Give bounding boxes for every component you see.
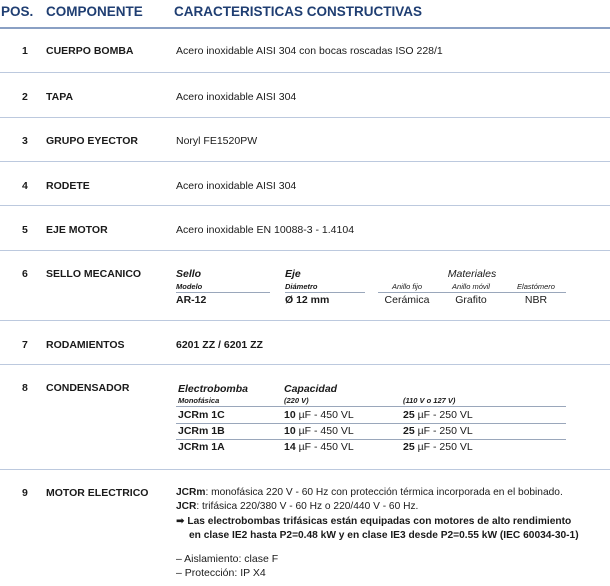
cap-110-2 <box>403 425 473 437</box>
motor-jcr-line <box>176 501 418 512</box>
cap-model-2: JCRm 1B <box>178 425 225 437</box>
row-9-pos: 9 <box>22 487 28 499</box>
row-3-value: Noryl FE1520PW <box>176 135 258 147</box>
row-divider <box>0 364 610 365</box>
seal-anillo-fijo-label: Anillo fijo <box>391 282 423 291</box>
cap-220-1-num: 10 <box>284 409 296 421</box>
cap-110-1-unit: µF - 250 VL <box>417 409 473 421</box>
motor-note-line2: en clase IE2 hasta P2=0.48 kW y en clase IE3 desde P2=0.55 kW (IEC 60034-30-1) <box>189 530 579 541</box>
cap-220-2 <box>284 425 354 437</box>
header-divider <box>0 27 610 29</box>
cap-monofasica-label: Monofásica <box>178 396 220 405</box>
cap-row-divider <box>176 423 566 424</box>
cap-110-2-unit: µF - 250 VL <box>417 425 473 437</box>
row-divider <box>0 250 610 251</box>
header-characteristics: CARACTERISTICAS CONSTRUCTIVAS <box>174 4 423 19</box>
row-divider <box>0 320 610 321</box>
cap-110-3-num: 25 <box>403 441 415 453</box>
cap-220-3 <box>284 441 354 453</box>
cap-220-3-num: 14 <box>284 441 296 453</box>
motor-note-text1: Las electrobombas trifásicas están equipadas con motores de alto rendimiento <box>187 516 572 527</box>
row-8-component: CONDENSADOR <box>46 382 130 394</box>
seal-modelo-label: Modelo <box>176 282 203 291</box>
header-component: COMPONENTE <box>46 4 143 19</box>
cap-110v-label: (110 V o 127 V) <box>403 396 456 405</box>
seal-diametro-underline <box>285 292 365 293</box>
row-1-pos: 1 <box>22 45 28 57</box>
row-1-value: Acero inoxidable AISI 304 con bocas roscadas ISO 228/1 <box>176 45 443 57</box>
cap-220-2-num: 10 <box>284 425 296 437</box>
row-8-pos: 8 <box>22 382 28 394</box>
row-4-component: RODETE <box>46 180 90 192</box>
row-divider <box>0 469 610 470</box>
seal-anillo-movil-label: Anillo móvil <box>452 282 490 291</box>
motor-jcrm-line <box>176 487 563 498</box>
seal-diametro-label: Diámetro <box>285 282 318 291</box>
cap-220-1 <box>284 409 354 421</box>
motor-note-line1 <box>176 516 571 527</box>
cap-electrobomba-label: Electrobomba <box>178 383 249 395</box>
cap-110-2-num: 25 <box>403 425 415 437</box>
seal-modelo-value: AR-12 <box>176 294 207 306</box>
cap-220v-label: (220 V) <box>284 396 309 405</box>
seal-materiales-underline <box>378 292 566 293</box>
row-2-component: TAPA <box>46 91 74 103</box>
seal-materiales-label: Materiales <box>447 268 497 280</box>
row-divider <box>0 72 610 73</box>
motor-jcrm-text: : monofásica 220 V - 60 Hz con protección térmica incorporada en el bobinado. <box>205 487 563 498</box>
cap-220-1-unit: µF - 450 VL <box>298 409 354 421</box>
seal-modelo-underline <box>176 292 270 293</box>
row-5-pos: 5 <box>22 224 28 236</box>
cap-model-1: JCRm 1C <box>178 409 225 421</box>
row-5-component: EJE MOTOR <box>46 224 108 236</box>
row-2-value: Acero inoxidable AISI 304 <box>176 91 297 103</box>
motor-jcr-text: : trifásica 220/380 V - 60 Hz o 220/440 V - 60 Hz. <box>196 501 419 512</box>
cap-110-3 <box>403 441 473 453</box>
row-7-pos: 7 <box>22 339 28 351</box>
cap-model-3: JCRm 1A <box>178 441 225 453</box>
seal-anillo-fijo-value: Cerámica <box>384 294 430 306</box>
row-5-value: Acero inoxidable EN 10088-3 - 1.4104 <box>176 224 355 236</box>
cap-220-2-unit: µF - 450 VL <box>298 425 354 437</box>
cap-row-divider <box>176 439 566 440</box>
row-9-component: MOTOR ELECTRICO <box>46 487 149 499</box>
row-3-component: GRUPO EYECTOR <box>46 135 138 147</box>
motor-protection: – Protección: IP X4 <box>176 567 266 579</box>
row-6-component: SELLO MECANICO <box>46 268 142 280</box>
row-7-component: RODAMIENTOS <box>46 339 125 351</box>
cap-header-underline <box>176 406 566 407</box>
row-divider <box>0 205 610 206</box>
cap-220-3-unit: µF - 450 VL <box>298 441 354 453</box>
motor-jcr-code: JCR <box>176 501 197 512</box>
row-4-value: Acero inoxidable AISI 304 <box>176 180 297 192</box>
seal-sello-label: Sello <box>176 268 202 280</box>
motor-jcrm-code: JCRm <box>176 487 206 498</box>
row-7-value: 6201 ZZ / 6201 ZZ <box>176 339 263 351</box>
motor-insulation: – Aislamiento: clase F <box>176 553 279 565</box>
arrow-right-icon: ➡ <box>176 516 185 527</box>
header-pos: POS. <box>1 4 34 19</box>
cap-capacidad-label: Capacidad <box>284 383 338 395</box>
seal-diametro-value: Ø 12 mm <box>285 294 330 306</box>
seal-anillo-movil-value: Grafito <box>455 294 487 306</box>
cap-110-1-num: 25 <box>403 409 415 421</box>
seal-elastomero-label: Elastómero <box>517 282 555 291</box>
row-6-pos: 6 <box>22 268 28 280</box>
cap-110-1 <box>403 409 473 421</box>
row-4-pos: 4 <box>22 180 28 192</box>
cap-110-3-unit: µF - 250 VL <box>417 441 473 453</box>
row-divider <box>0 161 610 162</box>
row-1-component: CUERPO BOMBA <box>46 45 134 57</box>
seal-eje-label: Eje <box>285 268 301 280</box>
row-2-pos: 2 <box>22 91 28 103</box>
row-divider <box>0 117 610 118</box>
seal-elastomero-value: NBR <box>524 294 548 306</box>
row-3-pos: 3 <box>22 135 28 147</box>
